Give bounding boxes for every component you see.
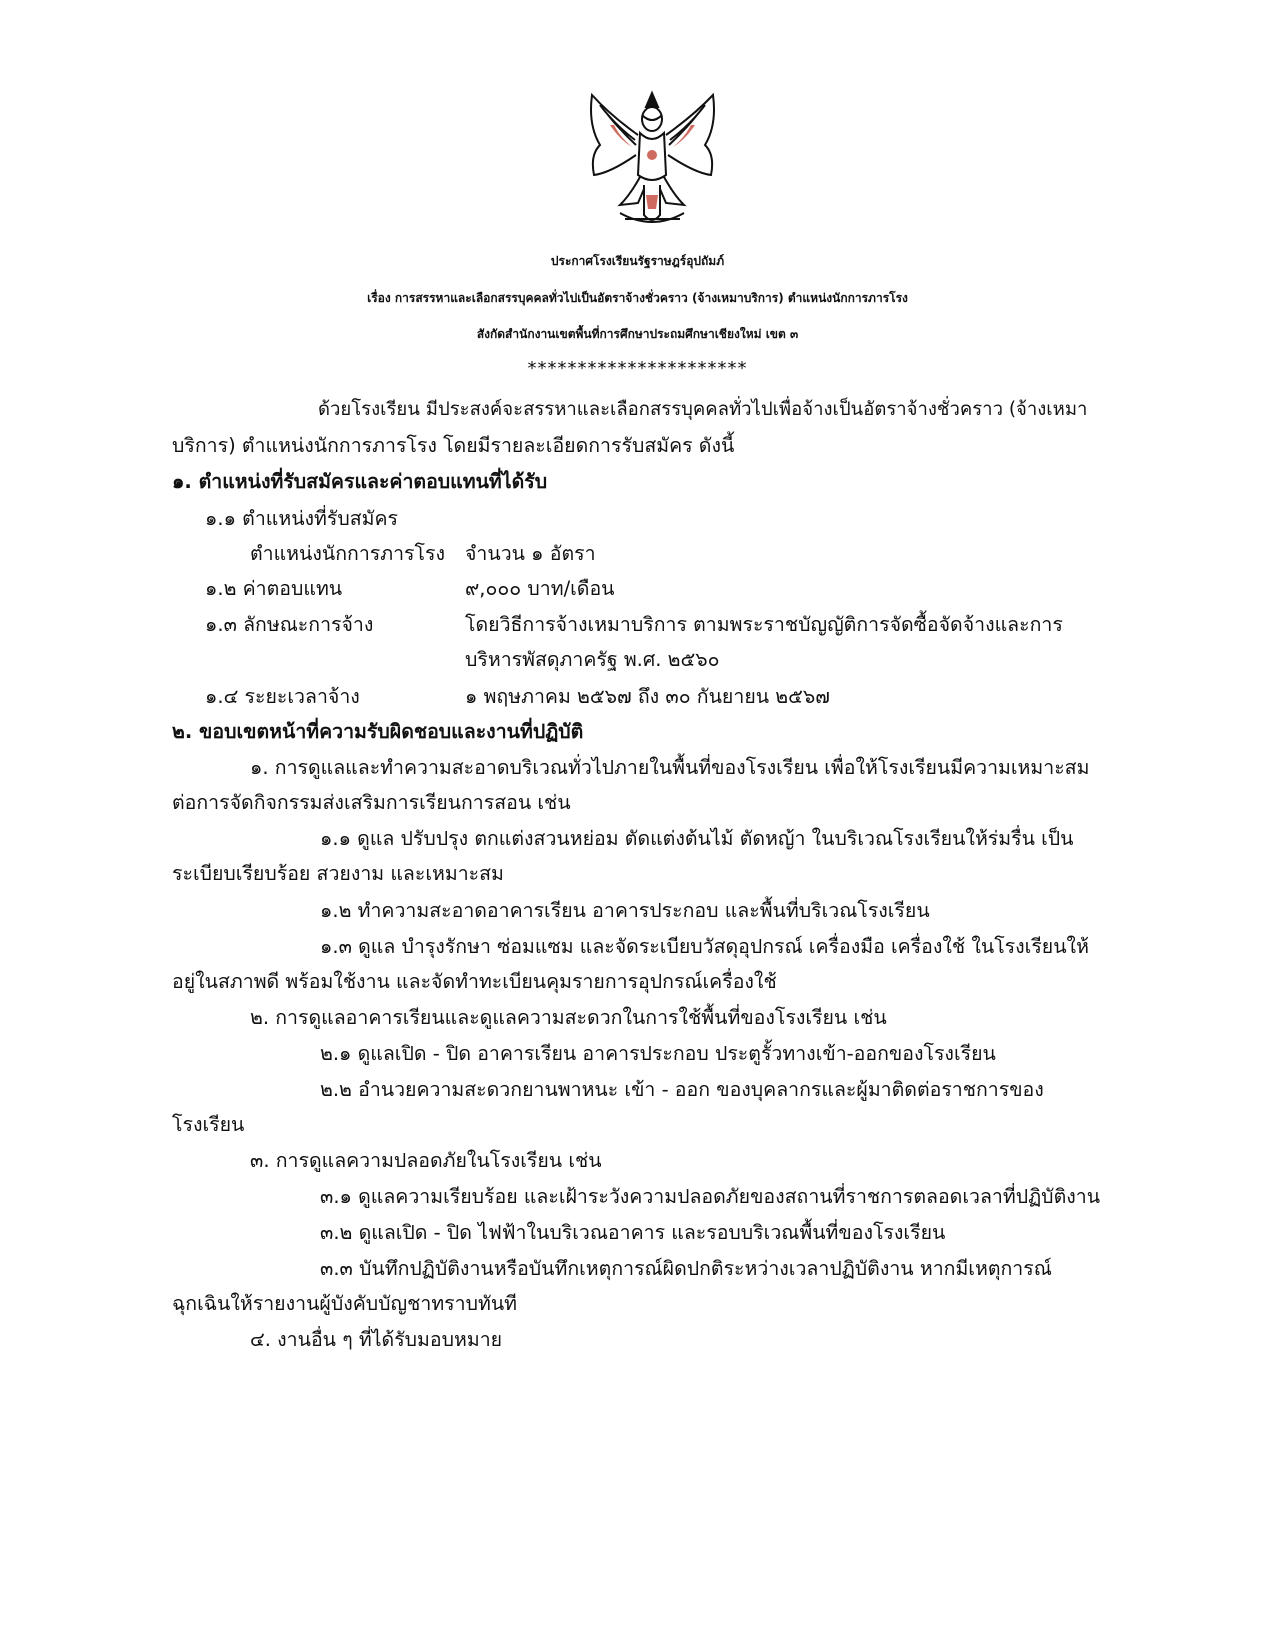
duty-2-2-line-2: โรงเรียน [172, 1113, 245, 1136]
section-1-2-value: ๙,๐๐๐ บาท/เดือน [465, 577, 615, 600]
duty-1-3-line-2: อยู่ในสภาพดี พร้อมใช้งาน และจัดทำทะเบียนคุมรายการอุปกรณ์เครื่องใช้ [172, 970, 777, 993]
duty-1-1-line-2: ระเบียบเรียบร้อย สวยงาม และเหมาะสม [172, 862, 504, 885]
duty-4: ๔. งานอื่น ๆ ที่ได้รับมอบหมาย [250, 1328, 503, 1351]
section-1-1-position: ตำแหน่งนักการภารโรง [250, 542, 445, 565]
section-2-heading: ๒. ขอบเขตหน้าที่ความรับผิดชอบและงานที่ปฏิบัติ [172, 720, 584, 743]
section-1-4-value: ๑ พฤษภาคม ๒๕๖๗ ถึง ๓๐ กันยายน ๒๕๖๗ [465, 685, 830, 708]
document-affiliation: สังกัดสำนักงานเขตพื้นที่การศึกษาประถมศึกษาเชียงใหม่ เขต ๓ [476, 327, 799, 341]
separator-stars: ********************** [527, 358, 748, 379]
duty-3-3-line-1: ๓.๓ บันทึกปฏิบัติงานหรือบันทึกเหตุการณ์ผิดปกติระหว่างเวลาปฏิบัติงาน หากมีเหตุการณ์ [320, 1257, 1052, 1280]
section-1-1-count: จำนวน ๑ อัตรา [465, 542, 596, 565]
duty-1-1-line-1: ๑.๑ ดูแล ปรับปรุง ตกแต่งสวนหย่อม ตัดแต่งต้นไม้ ตัดหญ้า ในบริเวณโรงเรียนให้ร่มรื่น เป็น [320, 827, 1074, 850]
section-1-3-value-1: โดยวิธีการจ้างเหมาบริการ ตามพระราชบัญญัติการจัดซื้อจัดจ้างและการ [465, 613, 1063, 636]
section-1-4-label: ๑.๔ ระยะเวลาจ้าง [205, 685, 360, 708]
intro-line-2: บริการ) ตำแหน่งนักการภารโรง โดยมีรายละเอียดการรับสมัคร ดังนี้ [172, 434, 735, 457]
duty-2-2-line-1: ๒.๒ อำนวยความสะดวกยานพาหนะ เข้า - ออก ของบุคลากรและผู้มาติดต่อราชการของ [320, 1078, 1044, 1101]
section-1-3-label: ๑.๓ ลักษณะการจ้าง [205, 613, 374, 636]
duty-3-2: ๓.๒ ดูแลเปิด - ปิด ไฟฟ้าในบริเวณอาคาร และรอบบริเวณพื้นที่ของโรงเรียน [320, 1221, 946, 1244]
duty-1-2: ๑.๒ ทำความสะอาดอาคารเรียน อาคารประกอบ และพื้นที่บริเวณโรงเรียน [320, 899, 930, 922]
section-1-1-label: ๑.๑ ตำแหน่งที่รับสมัคร [205, 507, 399, 530]
duty-2-1: ๒.๑ ดูแลเปิด - ปิด อาคารเรียน อาคารประกอบ ประตูรั้วทางเข้า-ออกของโรงเรียน [320, 1042, 996, 1065]
duty-3-3-line-2: ฉุกเฉินให้รายงานผู้บังคับบัญชาทราบทันที [172, 1292, 518, 1315]
duty-1-3-line-1: ๑.๓ ดูแล บำรุงรักษา ซ่อมแซม และจัดระเบียบวัสดุอุปกรณ์ เครื่องมือ เครื่องใช้ ในโรงเรียนให้ [320, 935, 1089, 958]
duty-2: ๒. การดูแลอาคารเรียนและดูแลความสะดวกในการใช้พื้นที่ของโรงเรียน เช่น [250, 1006, 887, 1029]
document-title: ประกาศโรงเรียนรัฐราษฎร์อุปถัมภ์ [550, 254, 725, 268]
document-subject: เรื่อง การสรรหาและเลือกสรรบุคคลทั่วไปเป็นอัตราจ้างชั่วคราว (จ้างเหมาบริการ) ตำแหน่งนักการภารโรง [367, 291, 908, 305]
garuda-emblem-icon [580, 85, 725, 235]
section-1-2-label: ๑.๒ ค่าตอบแทน [205, 577, 343, 600]
duty-3-1: ๓.๑ ดูแลความเรียบร้อย และเฝ้าระวังความปลอดภัยของสถานที่ราชการตลอดเวลาที่ปฏิบัติงาน [320, 1185, 1101, 1208]
duty-1-line-2: ต่อการจัดกิจกรรมส่งเสริมการเรียนการสอน เช่น [172, 791, 571, 814]
section-1-3-value-2: บริหารพัสดุภาครัฐ พ.ศ. ๒๕๖๐ [465, 648, 720, 671]
intro-line-1: ด้วยโรงเรียน มีประสงค์จะสรรหาและเลือกสรรบุคคลทั่วไปเพื่อจ้างเป็นอัตราจ้างชั่วคราว (จ้างเหมา [318, 399, 1088, 420]
section-1-heading: ๑. ตำแหน่งที่รับสมัครและค่าตอบแทนที่ได้รับ [172, 470, 548, 493]
duty-3: ๓. การดูแลความปลอดภัยในโรงเรียน เช่น [250, 1149, 602, 1172]
duty-1-line-1: ๑. การดูแลและทำความสะอาดบริเวณทั่วไปภายในพื้นที่ของโรงเรียน เพื่อให้โรงเรียนมีความเหมาะสม [250, 756, 1090, 779]
